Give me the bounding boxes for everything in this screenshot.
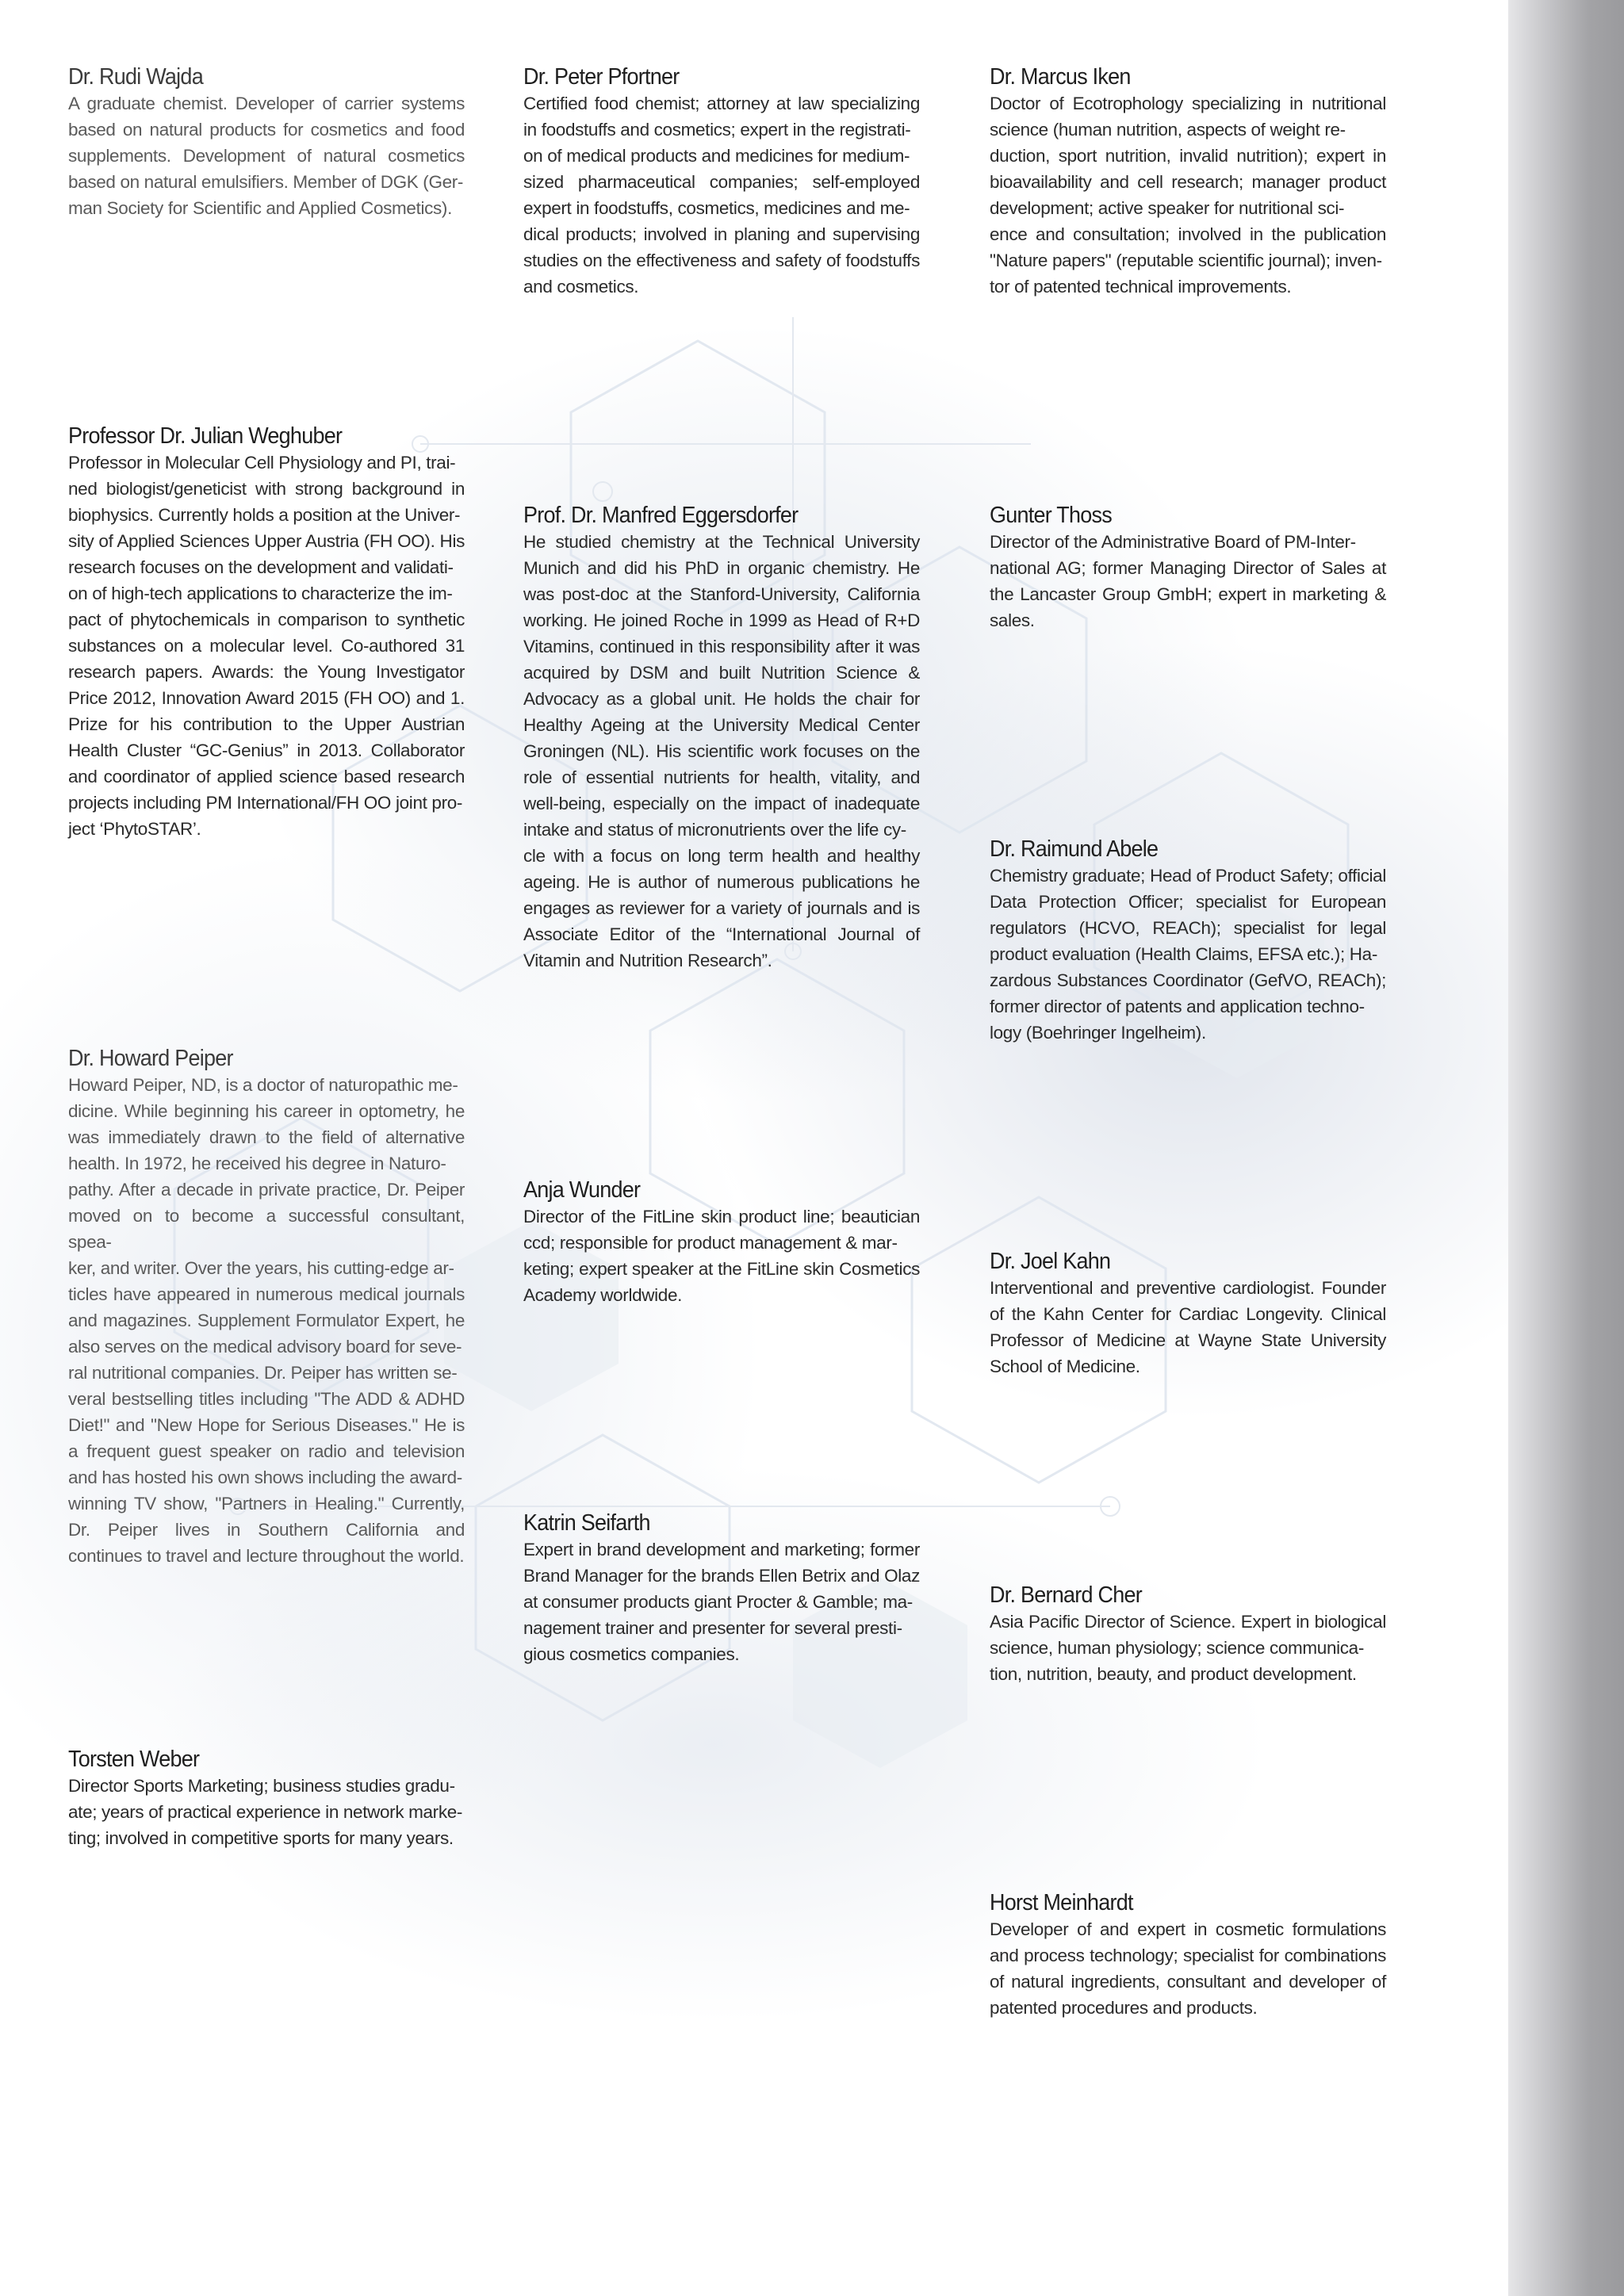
bio-text: Asia Pacific Director of Science. Expert in biological science, human physiology; science communica- tion, nutrition, beauty, and product development. [990,1612,1386,1684]
bio-name: Horst Meinhardt [990,1890,1133,1915]
bio-name: Prof. Dr. Manfred Eggersdorfer [523,503,799,528]
bio-text: Developer of and expert in cosmetic formulations and process technology; specialist for combinations of natural ingredients, consultant and developer of patented procedures and products. [990,1919,1386,2018]
page-edge-shadow [1508,0,1624,2296]
bio-name: Gunter Thoss [990,503,1112,528]
bio-name: Dr. Rudi Wajda [68,64,203,90]
bio-torsten-weber [68,1746,465,1851]
bio-marcus-iken [990,63,1386,300]
bio-name: Anja Wunder [523,1177,641,1203]
bio-anja-wunder [523,1177,920,1308]
bio-name: Dr. Howard Peiper [68,1046,233,1071]
bio-howard-peiper [68,1045,465,1569]
bio-text: Professor in Molecular Cell Physiology and PI, trai- ned biologist/geneticist with strong background in biophysics. Currently holds a position at the Univer- sity of Applied Sciences Upper Austria (FH OO). His research focuses on the development and validati- on of high-tech applications to characterize the im- pact of phytochemicals in comparison to synthetic substances on a molecular level. Co-authored 31 research papers. Awards: the Young Investigator Price 2012, Innovation Award 2015 (FH OO) and 1. Prize for his contribution to the Upper Austrian Health Cluster “GC-Genius” in 2013. Collaborator and coordinator of applied science based research projects including PM International/FH OO joint pro- ject ‘PhytoSTAR’. [68,453,465,839]
bio-manfred-eggersdorfer [523,502,920,974]
bio-name: Professor Dr. Julian Weghuber [68,423,343,449]
bio-text: Director of the Administrative Board of PM-Inter- national AG; former Managing Director of Sales at the Lancaster Group GmbH; expert in marketing & sales. [990,532,1386,630]
bio-name: Dr. Marcus Iken [990,64,1131,90]
bio-name: Dr. Bernard Cher [990,1582,1142,1608]
bio-raimund-abele [990,836,1386,1046]
bio-peter-pfortner [523,63,920,300]
bio-text: Expert in brand development and marketing; former Brand Manager for the brands Ellen Betrix and Olaz at consumer products giant Procter & Gamble; ma- nagement trainer and presenter for several presti- gious cosmetics companies. [523,1540,920,1664]
bio-gunter-thoss [990,502,1386,633]
bio-text: A graduate chemist. Developer of carrier systems based on natural products for cosmetics and food supplements. Development of natural cosmetics based on natural emulsifiers. Member of DGK (Ger- man Society for Scientific and Applied Cosmetics). [68,94,465,218]
bio-text: Interventional and preventive cardiologist. Founder of the Kahn Center for Cardiac Longevity. Clinical Professor of Medicine at Wayne State University School of Medicine. [990,1278,1386,1376]
bio-bernard-cher [990,1582,1386,1687]
bio-name: Dr. Raimund Abele [990,836,1159,862]
bio-name: Katrin Seifarth [523,1510,650,1536]
bio-katrin-seifarth [523,1510,920,1667]
bio-julian-weghuber [68,423,465,842]
bio-name: Dr. Peter Pfortner [523,64,680,90]
bio-text: Howard Peiper, ND, is a doctor of naturopathic me- dicine. While beginning his career in optometry, he was immediately drawn to the field of alternative health. In 1972, he received his degree in Naturo- pathy. After a decade in private practice, Dr. Peiper moved on to become a successful consultant, spea- ker, and writer. Over the years, his cutting-edge ar- ticles have appeared in numerous medical journals and magazines. Supplement Formulator Expert, he also serves on the medical advisory board for seve- ral nutritional companies. Dr. Peiper has written se- veral bestselling titles including "The ADD & ADHD Diet!" and "New Hope for Serious Diseases." He is a frequent guest speaker on radio and television and has hosted his own shows including the award- winning TV show, "Partners in Healing." Currently, Dr. Peiper lives in Southern California and continues to travel and lecture throughout the world. [68,1075,465,1566]
bio-text: Director of the FitLine skin product line; beautician ccd; responsible for product management & mar- keting; expert speaker at the FitLine skin Cosmetics Academy worldwide. [523,1207,920,1305]
bio-name: Torsten Weber [68,1747,200,1772]
bio-text: Certified food chemist; attorney at law specializing in foodstuffs and cosmetics; expert in the registrati- on of medical products and medicines for medium- sized pharmaceutical companies; self-employed expert in foodstuffs, cosmetics, medicines and me- dical products; involved in planing and supervising studies on the effectiveness and safety of foodstuffs and cosmetics. [523,94,920,297]
bio-text: Doctor of Ecotrophology specializing in nutritional science (human nutrition, aspects of weight re- duction, sport nutrition, invalid nutrition); expert in bioavailability and cell research; manager product development; active speaker for nutritional sci- ence and consultation; involved in the publication "Nature papers" (reputable scientific journal); inven- tor of patented technical improvements. [990,94,1386,297]
bio-horst-meinhardt [990,1889,1386,2021]
bio-joel-kahn [990,1248,1386,1380]
bio-rudi-wajda [68,63,465,221]
bio-text: Chemistry graduate; Head of Product Safety; official Data Protection Officer; specialist for European regulators (HCVO, REACh); specialist for legal product evaluation (Health Claims, EFSA etc.); Ha- zardous Substances Coordinator (GefVO, REACh); former director of patents and application techno- logy (Boehringer Ingelheim). [990,866,1386,1043]
bio-text: Director Sports Marketing; business studies gradu- ate; years of practical experience in network marke- ting; involved in competitive sports for many years. [68,1776,463,1848]
bio-text: He studied chemistry at the Technical University Munich and did his PhD in organic chemistry. He was post-doc at the Stanford-University, California working. He joined Roche in 1999 as Head of R+D Vitamins, continued in this responsibility after it was acquired by DSM and built Nutrition Science & Advocacy as a global unit. He holds the chair for Healthy Ageing at the University Medical Center Groningen (NL). His scientific work focuses on the role of essential nutrients for health, vitality, and well-being, especially on the impact of inadequate intake and status of micronutrients over the life cy- cle with a focus on long term health and healthy ageing. He is author of numerous publications he engages as reviewer for a variety of journals and is Associate Editor of the “International Journal of Vitamin and Nutrition Research”. [523,532,920,970]
bio-name: Dr. Joel Kahn [990,1249,1111,1274]
